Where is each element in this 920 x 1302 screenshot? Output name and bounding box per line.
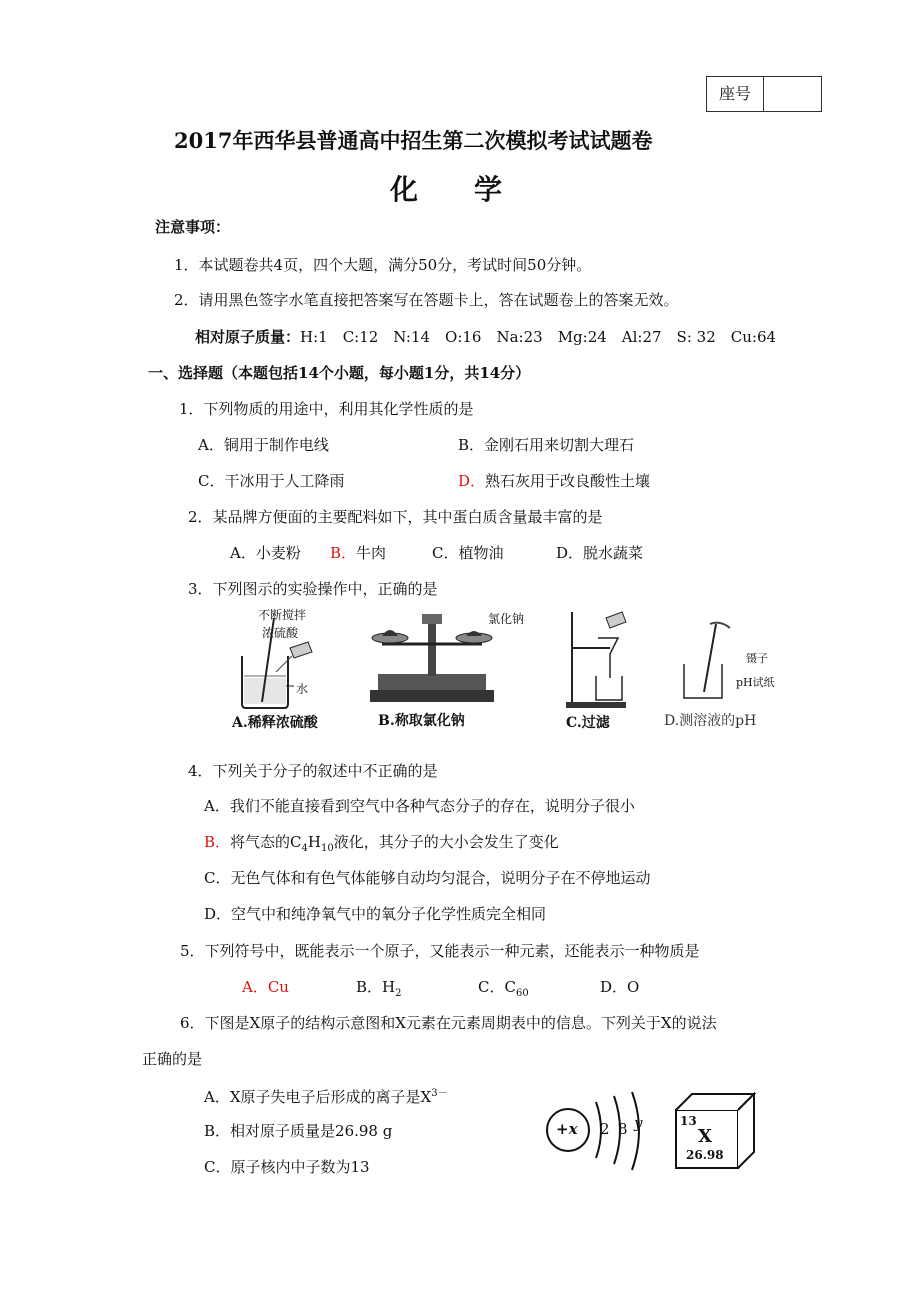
figure-a-caption: A.稀释浓硫酸 <box>232 715 318 731</box>
q5-stem: 5．下列符号中，既能表示一个原子，又能表示一种元素，还能表示一种物质是 <box>180 942 700 960</box>
q6-option-a-sup: 3－ <box>431 1088 448 1099</box>
q2-option-d: D．脱水蔬菜 <box>556 544 644 562</box>
atom-structure-diagram <box>544 1088 654 1172</box>
q6-option-a <box>204 1084 448 1107</box>
shell-2-electrons: 8 <box>618 1120 628 1138</box>
figure-d-label-ph-paper: pH试纸 <box>736 676 775 689</box>
q4-option-d: D．空气中和纯净氧气中的氧分子化学性质完全相同 <box>204 905 547 923</box>
q5-option-d: D．O <box>600 978 640 996</box>
q4-option-c: C．无色气体和有色气体能够自动均匀混合，说明分子在不停地运动 <box>204 869 651 887</box>
figure-a-label-stir: 不断搅拌 <box>258 608 307 622</box>
q4-stem: 4．下列关于分子的叙述中不正确的是 <box>188 762 438 780</box>
figure-c-caption: C.过滤 <box>566 715 610 731</box>
q5-option-b-text: B．H <box>356 978 396 996</box>
figure-d-caption: D.测溶液的pH <box>664 713 757 729</box>
balance-illustration <box>364 610 500 706</box>
element-symbol: X <box>698 1126 712 1147</box>
q4-option-a: A．我们不能直接看到空气中各种气态分子的存在，说明分子很小 <box>204 797 635 815</box>
figure-d-label-tweezers: 镊子 <box>746 652 768 665</box>
q4-b-sub-1: 4 <box>301 843 308 854</box>
shell-3-electrons: y <box>634 1114 643 1132</box>
q6-stem-line-2: 正确的是 <box>142 1050 203 1068</box>
section-1-heading: 一、选择题（本题包括14个小题，每小题1分，共14分） <box>148 364 531 382</box>
q1-option-d-text: 熟石灰用于改良酸性土壤 <box>485 472 651 490</box>
q1-option-c: C．干冰用于人工降雨 <box>198 472 345 490</box>
atomic-mass: 26.98 <box>686 1148 724 1162</box>
q3-stem: 3．下列图示的实验操作中，正确的是 <box>188 580 438 598</box>
q1-option-d <box>458 470 650 491</box>
q4-b-text-2: H <box>307 833 321 851</box>
q2-answer-letter: B． <box>330 544 357 562</box>
q2-option-a: A．小麦粉 <box>230 544 301 562</box>
q5-option-c-sub: 60 <box>515 988 529 999</box>
q4-b-text-3: 液化，其分子的大小会发生了变化 <box>333 833 559 851</box>
q1-stem: 1．下列物质的用途中，利用其化学性质的是 <box>179 400 474 418</box>
figure-b-weigh-salt <box>364 610 524 732</box>
subject-title: 化 学 <box>390 173 503 206</box>
notice-item-1: 1．本试题卷共4页，四个大题，满分50分，考试时间50分钟。 <box>174 256 592 274</box>
figure-a-label-water: 水 <box>296 682 309 696</box>
q5-option-c <box>478 976 529 999</box>
q5-option-a: A．Cu <box>242 978 289 996</box>
q6-option-c: C．原子核内中子数为13 <box>204 1158 370 1176</box>
figure-a-label-acid: 浓硫酸 <box>262 626 299 640</box>
exam-title: 2017年西华县普通高中招生第二次模拟考试试题卷 <box>174 128 653 153</box>
q1-answer-letter: D． <box>458 472 486 490</box>
periodic-table-cell <box>672 1090 758 1170</box>
q5-option-b-sub: 2 <box>395 988 402 999</box>
q1-option-b: B．金刚石用来切割大理石 <box>458 436 635 454</box>
q6-option-a-text: A．X原子失电子后形成的离子是X <box>204 1088 432 1106</box>
atomic-mass-line <box>195 326 776 347</box>
q5-option-c-text: C．C <box>478 978 516 996</box>
figure-b-label-salt: 氯化钠 <box>488 612 525 626</box>
atomic-mass-label: 相对原子质量： <box>195 328 301 346</box>
q4-option-b <box>204 831 559 854</box>
figure-a-dilute-acid <box>232 606 342 730</box>
q2-option-b-text: 牛肉 <box>356 544 387 562</box>
ph-test-illustration <box>664 620 734 700</box>
q4-answer-letter: B． <box>204 833 231 851</box>
q6-stem-line-1: 6．下图是X原子的结构示意图和X元素在元素周期表中的信息。下列关于X的说法 <box>180 1014 717 1032</box>
nucleus-charge: +x <box>556 1120 578 1138</box>
figure-c-filtration <box>562 608 642 732</box>
atomic-mass-values: H:1 C:12 N:14 O:16 Na:23 Mg:24 Al:27 S: 32 Cu:64 <box>300 328 777 346</box>
notice-heading: 注意事项： <box>155 218 231 236</box>
q4-b-sub-2: 10 <box>320 843 334 854</box>
atomic-number: 13 <box>680 1114 697 1128</box>
q2-option-b <box>330 542 386 563</box>
figure-b-caption: B.称取氯化钠 <box>378 713 465 729</box>
seat-number-box <box>706 76 822 112</box>
filtration-illustration <box>562 608 632 710</box>
q5-option-b <box>356 976 401 999</box>
shell-1-electrons: 2 <box>600 1120 610 1138</box>
q1-option-a: A．铜用于制作电线 <box>198 436 329 454</box>
q4-b-text-1: 将气态的C <box>230 833 302 851</box>
q6-option-b: B．相对原子质量是26.98 g <box>204 1122 393 1140</box>
notice-item-2: 2．请用黑色签字水笔直接把答案写在答题卡上，答在试题卷上的答案无效。 <box>174 291 679 309</box>
q2-option-c: C．植物油 <box>432 544 504 562</box>
figure-d-measure-ph <box>664 620 784 732</box>
seat-label: 座号 <box>707 77 764 111</box>
q2-stem: 2．某品牌方便面的主要配料如下，其中蛋白质含量最丰富的是 <box>188 508 603 526</box>
